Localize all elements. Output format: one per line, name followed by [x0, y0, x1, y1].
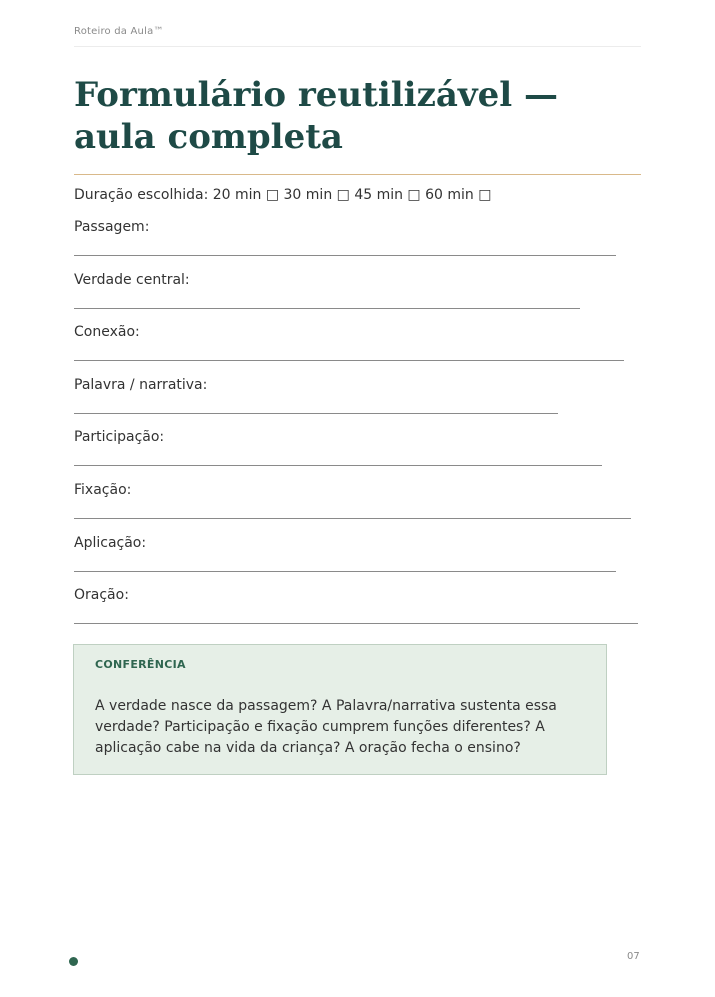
header-brand: Roteiro da Aula™ — [74, 26, 164, 37]
field-label: Passagem: — [74, 219, 150, 235]
fill-in-line[interactable] — [74, 623, 638, 624]
conference-text: A verdade nasce da passagem? A Palavra/narrativa sustenta essa verdade? Participação e fixação cumprem funções diferentes? A aplicação cabe na vida da criança? A oração fecha o ensino? — [95, 698, 557, 756]
field-label: Conexão: — [74, 324, 140, 341]
field-fixacao — [74, 481, 644, 534]
conference-box — [73, 644, 607, 775]
fill-in-line[interactable] — [74, 571, 616, 572]
field-label: Participação: — [74, 429, 165, 446]
field-label: Oração: — [74, 587, 129, 604]
form-fields — [74, 218, 644, 639]
field-verdade-central — [74, 271, 644, 324]
fill-in-line[interactable] — [74, 413, 558, 414]
page-title: Formulário reutilizável — aula completa — [74, 75, 559, 157]
duration-options[interactable]: Duração escolhida: 20 min □ 30 min □ 45 min □ 60 min □ — [74, 187, 492, 203]
field-participacao — [74, 428, 644, 481]
field-palavra-narrativa — [74, 376, 644, 429]
fill-in-line[interactable] — [74, 255, 616, 256]
fill-in-line[interactable] — [74, 518, 631, 519]
title-divider — [74, 174, 641, 175]
field-conexao — [74, 323, 644, 376]
fill-in-line[interactable] — [74, 465, 602, 466]
field-label: Aplicação: — [74, 534, 147, 551]
field-oracao — [74, 586, 644, 639]
field-label: Verdade central: — [74, 271, 190, 288]
field-label: Palavra / narrativa: — [74, 376, 208, 393]
page-number: 07 — [627, 951, 640, 962]
header-divider — [74, 46, 641, 47]
field-label: Fixação: — [74, 481, 132, 498]
fill-in-line[interactable] — [74, 308, 580, 309]
conference-title: CONFERÊNCIA — [95, 658, 186, 671]
footer-dot-icon — [69, 957, 78, 966]
field-aplicacao — [74, 534, 644, 587]
fill-in-line[interactable] — [74, 360, 624, 361]
field-passagem — [74, 218, 644, 271]
